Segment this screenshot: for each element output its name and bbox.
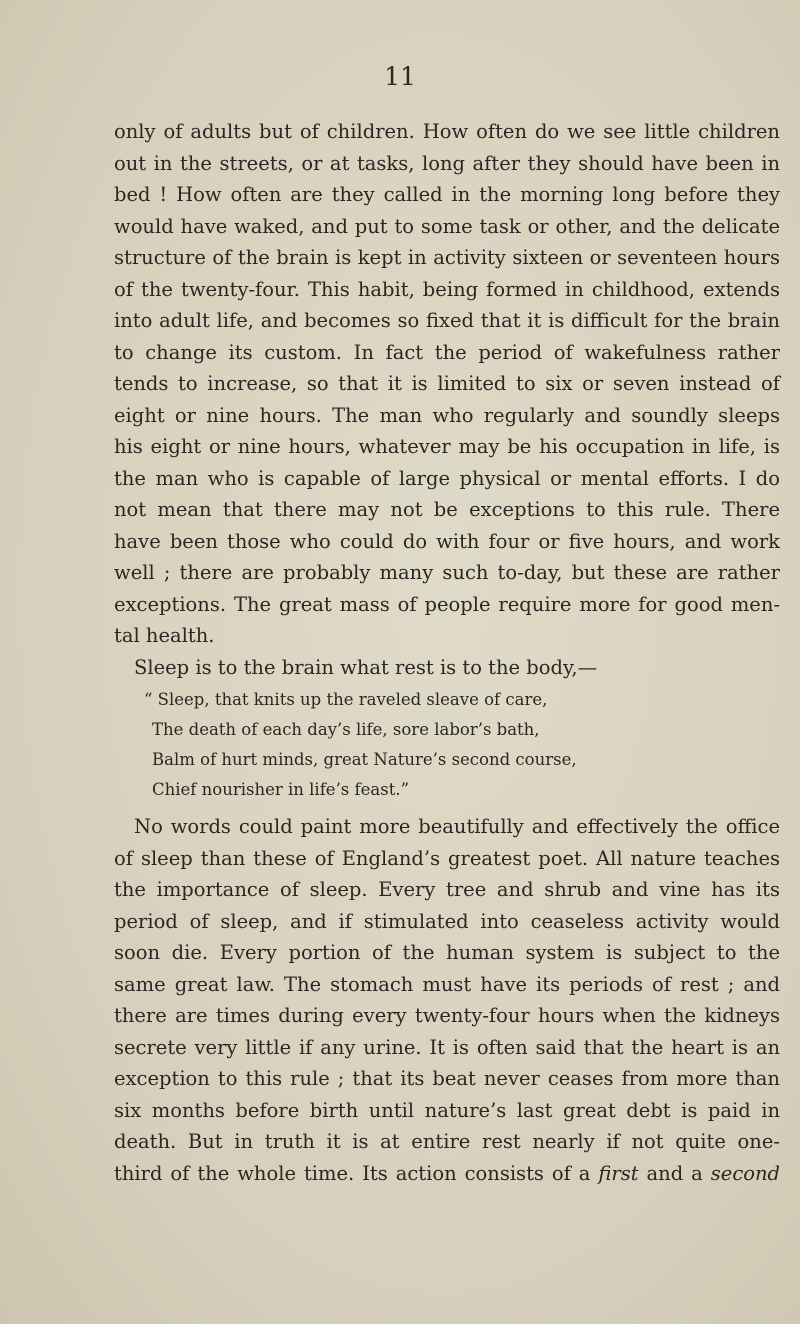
quote-line: Chief nourisher in life’s feast.”	[152, 780, 410, 799]
text-line: to change its custom. In fact the period of wakefulness rather	[114, 340, 780, 364]
body-text	[114, 116, 780, 1189]
text-line: death. But in truth it is at entire rest nearly if not quite one-	[114, 1130, 780, 1153]
quote-line: The death of each day’s life, sore labor’s bath,	[152, 720, 540, 739]
text-line: only of adults but of children. How often do we see little children	[114, 120, 780, 143]
italic-first: first	[598, 1161, 639, 1185]
paragraph-1	[114, 116, 780, 652]
text-line: Sleep is to the brain what rest is to the body,—	[134, 655, 598, 679]
text-line: exception to this rule ; that its beat never ceases from more than	[114, 1067, 780, 1090]
text-line: six months before birth until nature’s last great debt is paid in	[114, 1098, 780, 1122]
text-line: secrete very little if any urine. It is often said that the heart is an	[114, 1035, 780, 1059]
text-line: would have waked, and put to some task or other, and the delicate	[114, 214, 780, 238]
text-line: well ; there are probably many such to-day, but these are rather	[114, 561, 780, 584]
text-line: of sleep than these of England’s greatest poet. All nature teaches	[114, 846, 780, 870]
quote-line: “ Sleep, that knits up the raveled sleave of care,	[144, 690, 548, 709]
text-line: same great law. The stomach must have its periods of rest ; and	[114, 972, 780, 996]
text-line: there are times during every twenty-four hours when the kidneys	[114, 1004, 780, 1027]
text-line: No words could paint more beautifully and effectively the office	[134, 815, 780, 838]
text-line: structure of the brain is kept in activity sixteen or seventeen hours	[114, 246, 780, 269]
paragraph-2	[114, 652, 780, 684]
text-line: the importance of sleep. Every tree and shrub and vine has its	[114, 878, 780, 901]
text-line: soon die. Every portion of the human system is subject to the	[114, 941, 780, 964]
final-line-start: third of the whole time. Its action consists of a	[114, 1161, 591, 1185]
text-line: tal health.	[114, 624, 215, 647]
text-line: bed ! How often are they called in the morning long before they	[114, 183, 780, 206]
text-line: eight or nine hours. The man who regularly and soundly sleeps	[114, 403, 780, 427]
text-line: into adult life, and becomes so fixed that it is difficult for the brain	[114, 309, 780, 332]
text-line: of the twenty-four. This habit, being formed in childhood, extends	[114, 277, 780, 301]
poem-quote	[144, 685, 780, 805]
text-line: the man who is capable of large physical or mental efforts. I do	[114, 466, 780, 490]
text-line: period of sleep, and if stimulated into ceaseless activity would	[114, 909, 780, 933]
quote-line: Balm of hurt minds, great Nature’s second course,	[152, 750, 577, 769]
final-line-mid: and a	[646, 1161, 703, 1185]
italic-second: second	[710, 1161, 781, 1185]
text-line: exceptions. The great mass of people require more for good men-	[114, 592, 780, 616]
text-line: out in the streets, or at tasks, long after they should have been in	[114, 151, 780, 175]
text-line: his eight or nine hours, whatever may be his occupation in life, is	[114, 435, 780, 458]
text-line: tends to increase, so that it is limited to six or seven instead of	[114, 372, 780, 395]
text-line-final	[114, 1158, 780, 1190]
text-line: have been those who could do with four or five hours, and work	[114, 529, 780, 553]
paragraph-3	[114, 811, 780, 1189]
page-number: 11	[384, 62, 416, 91]
text-line: not mean that there may not be exceptions to this rule. There	[114, 498, 780, 521]
